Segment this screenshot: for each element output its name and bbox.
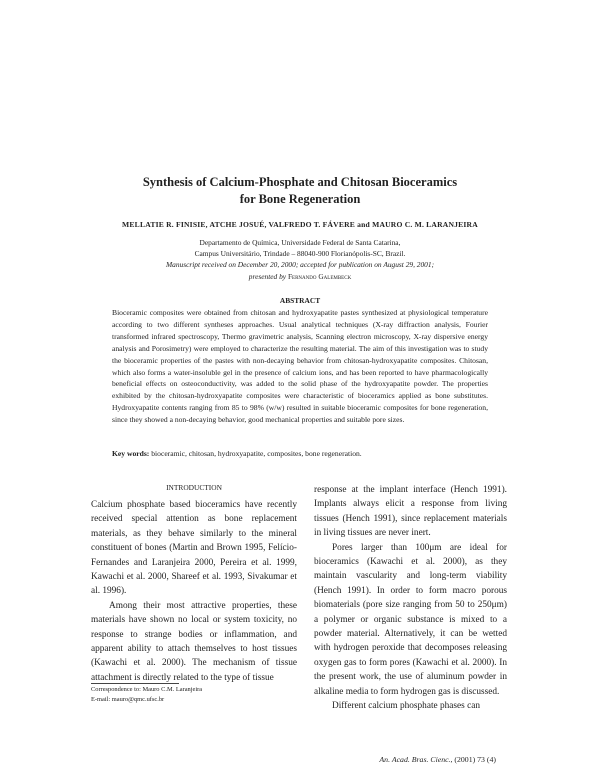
- keywords-text: bioceramic, chitosan, hydroxyapatite, composites, bone regeneration.: [149, 449, 362, 458]
- paper-title: [0, 174, 600, 208]
- left-paragraph-1: Calcium phosphate based bioceramics have recently received special attention as bone replacement materials, as they behave similarly to the mineral constituent of bones (Martin and Brown 1995, Felício-Fernandes and Laranjeira 2000, Pereira et al. 1999, Kawachi et al. 2000, Shareef et al. 1993, Sivakumar et al. 1996).: [91, 500, 297, 597]
- presented-prefix: presented by: [248, 271, 288, 281]
- footnote-divider: [91, 683, 179, 684]
- footnote-correspondence: Correspondence to: Mauro C.M. Laranjeira: [91, 686, 203, 693]
- footnote-email: E-mail: mauro@qmc.ufsc.br: [91, 696, 165, 703]
- title-line-1: Synthesis of Calcium-Phosphate and Chitosan Bioceramics: [142, 175, 458, 189]
- keywords-label: Key words:: [112, 449, 150, 458]
- presented-by: [0, 271, 600, 282]
- title-line-2: for Bone Regeneration: [239, 192, 361, 206]
- right-paragraph-1: response at the implant interface (Hench 1991). Implants always elicit a response from living tissues (Hench 1991), since replacement materials in living tissues are never inert.: [314, 485, 507, 539]
- manuscript-dates: Manuscript received on December 20, 2000; accepted for publication on August 29, 2001;: [165, 260, 435, 270]
- affiliation-block: [0, 237, 600, 282]
- left-paragraph-2: Among their most attractive properties, these materials have shown no local or system toxicity, no response to strange bodies or inflammation, and apparent ability to attach themselves to host tissues (Kawachi et al. 2000). The mechanism of tissue attachment is directly related to the type of tissue: [91, 600, 297, 683]
- journal-citation: [300, 755, 496, 764]
- abstract-heading: ABSTRACT: [279, 296, 321, 305]
- affiliation-line-2: Campus Universitário, Trindade – 88040-900 Florianópolis-SC, Brazil.: [194, 249, 406, 259]
- footnote: [91, 685, 297, 705]
- keywords: [112, 449, 488, 458]
- presenter-name: Fernando Galembeck: [287, 271, 352, 281]
- right-column: [314, 483, 507, 714]
- affiliation-line-1: Departamento de Química, Universidade Federal de Santa Catarina,: [199, 238, 401, 247]
- right-paragraph-2: Pores larger than 100μm are ideal for bioceramics (Kawachi et al. 2000), as they maintain vascularity and long-term viability (Hench 1991). In order to form macro porous biomaterials (pore size ranging from 50 to 250μm) a polymer or organic substance is mixed to a powder material. Alternatively, it can be wetted with hydrogen peroxide that decomposes releasing oxygen gas to form pores (Kawachi et al. 2000). In the present work, the use of aluminum powder in alkaline media to form hydrogen gas is discussed.: [314, 542, 507, 697]
- journal-name: An. Acad. Bras. Cienc.: [379, 755, 451, 764]
- abstract-text: Bioceramic composites were obtained from chitosan and hydroxyapatite pastes synthesized at physiological temperature according to two different syntheses approaches. Usual analytical techniques (X-ray diffraction analysis, Fourier transformed infrared spectroscopy, Thermo gravimetric analysis, Scanning electron microscopy, X-ray dispersive energy analysis and Porosimetry) were employed to characterize the resulting material. The aim of this investigation was to study the bioceramic properties of the pastes with non-decaying behavior from chitosan-hydroxyapatite composites. Chitosan, which also forms a water-insoluble gel in the presence of calcium ions, and has been reported to have pharmacologically beneficial effects on osteoconductivity, was added to the solid phase of the hydroxyapatite powder. The properties exhibited by the chitosan-hydroxyapatite composites were characteristic of bioceramics applied as bone substitutes. Hydroxyapatite contents ranging from 85 to 98% (w/w) resulted in suitable bioceramic composites for bone regeneration, since they showed a non-decaying behavior, good mechanical properties and suitable pore sizes.: [112, 308, 488, 425]
- right-paragraph-3: Different calcium phosphate phases can: [332, 701, 481, 712]
- author-list: MELLATIE R. FINISIE, ATCHE JOSUÉ, VALFREDO T. FÁVERE and MAURO C. M. LARANJEIRA: [122, 220, 478, 229]
- journal-issue: , (2001) 73 (4): [450, 755, 496, 764]
- left-column: [91, 498, 297, 685]
- introduction-heading: INTRODUCTION: [166, 483, 222, 492]
